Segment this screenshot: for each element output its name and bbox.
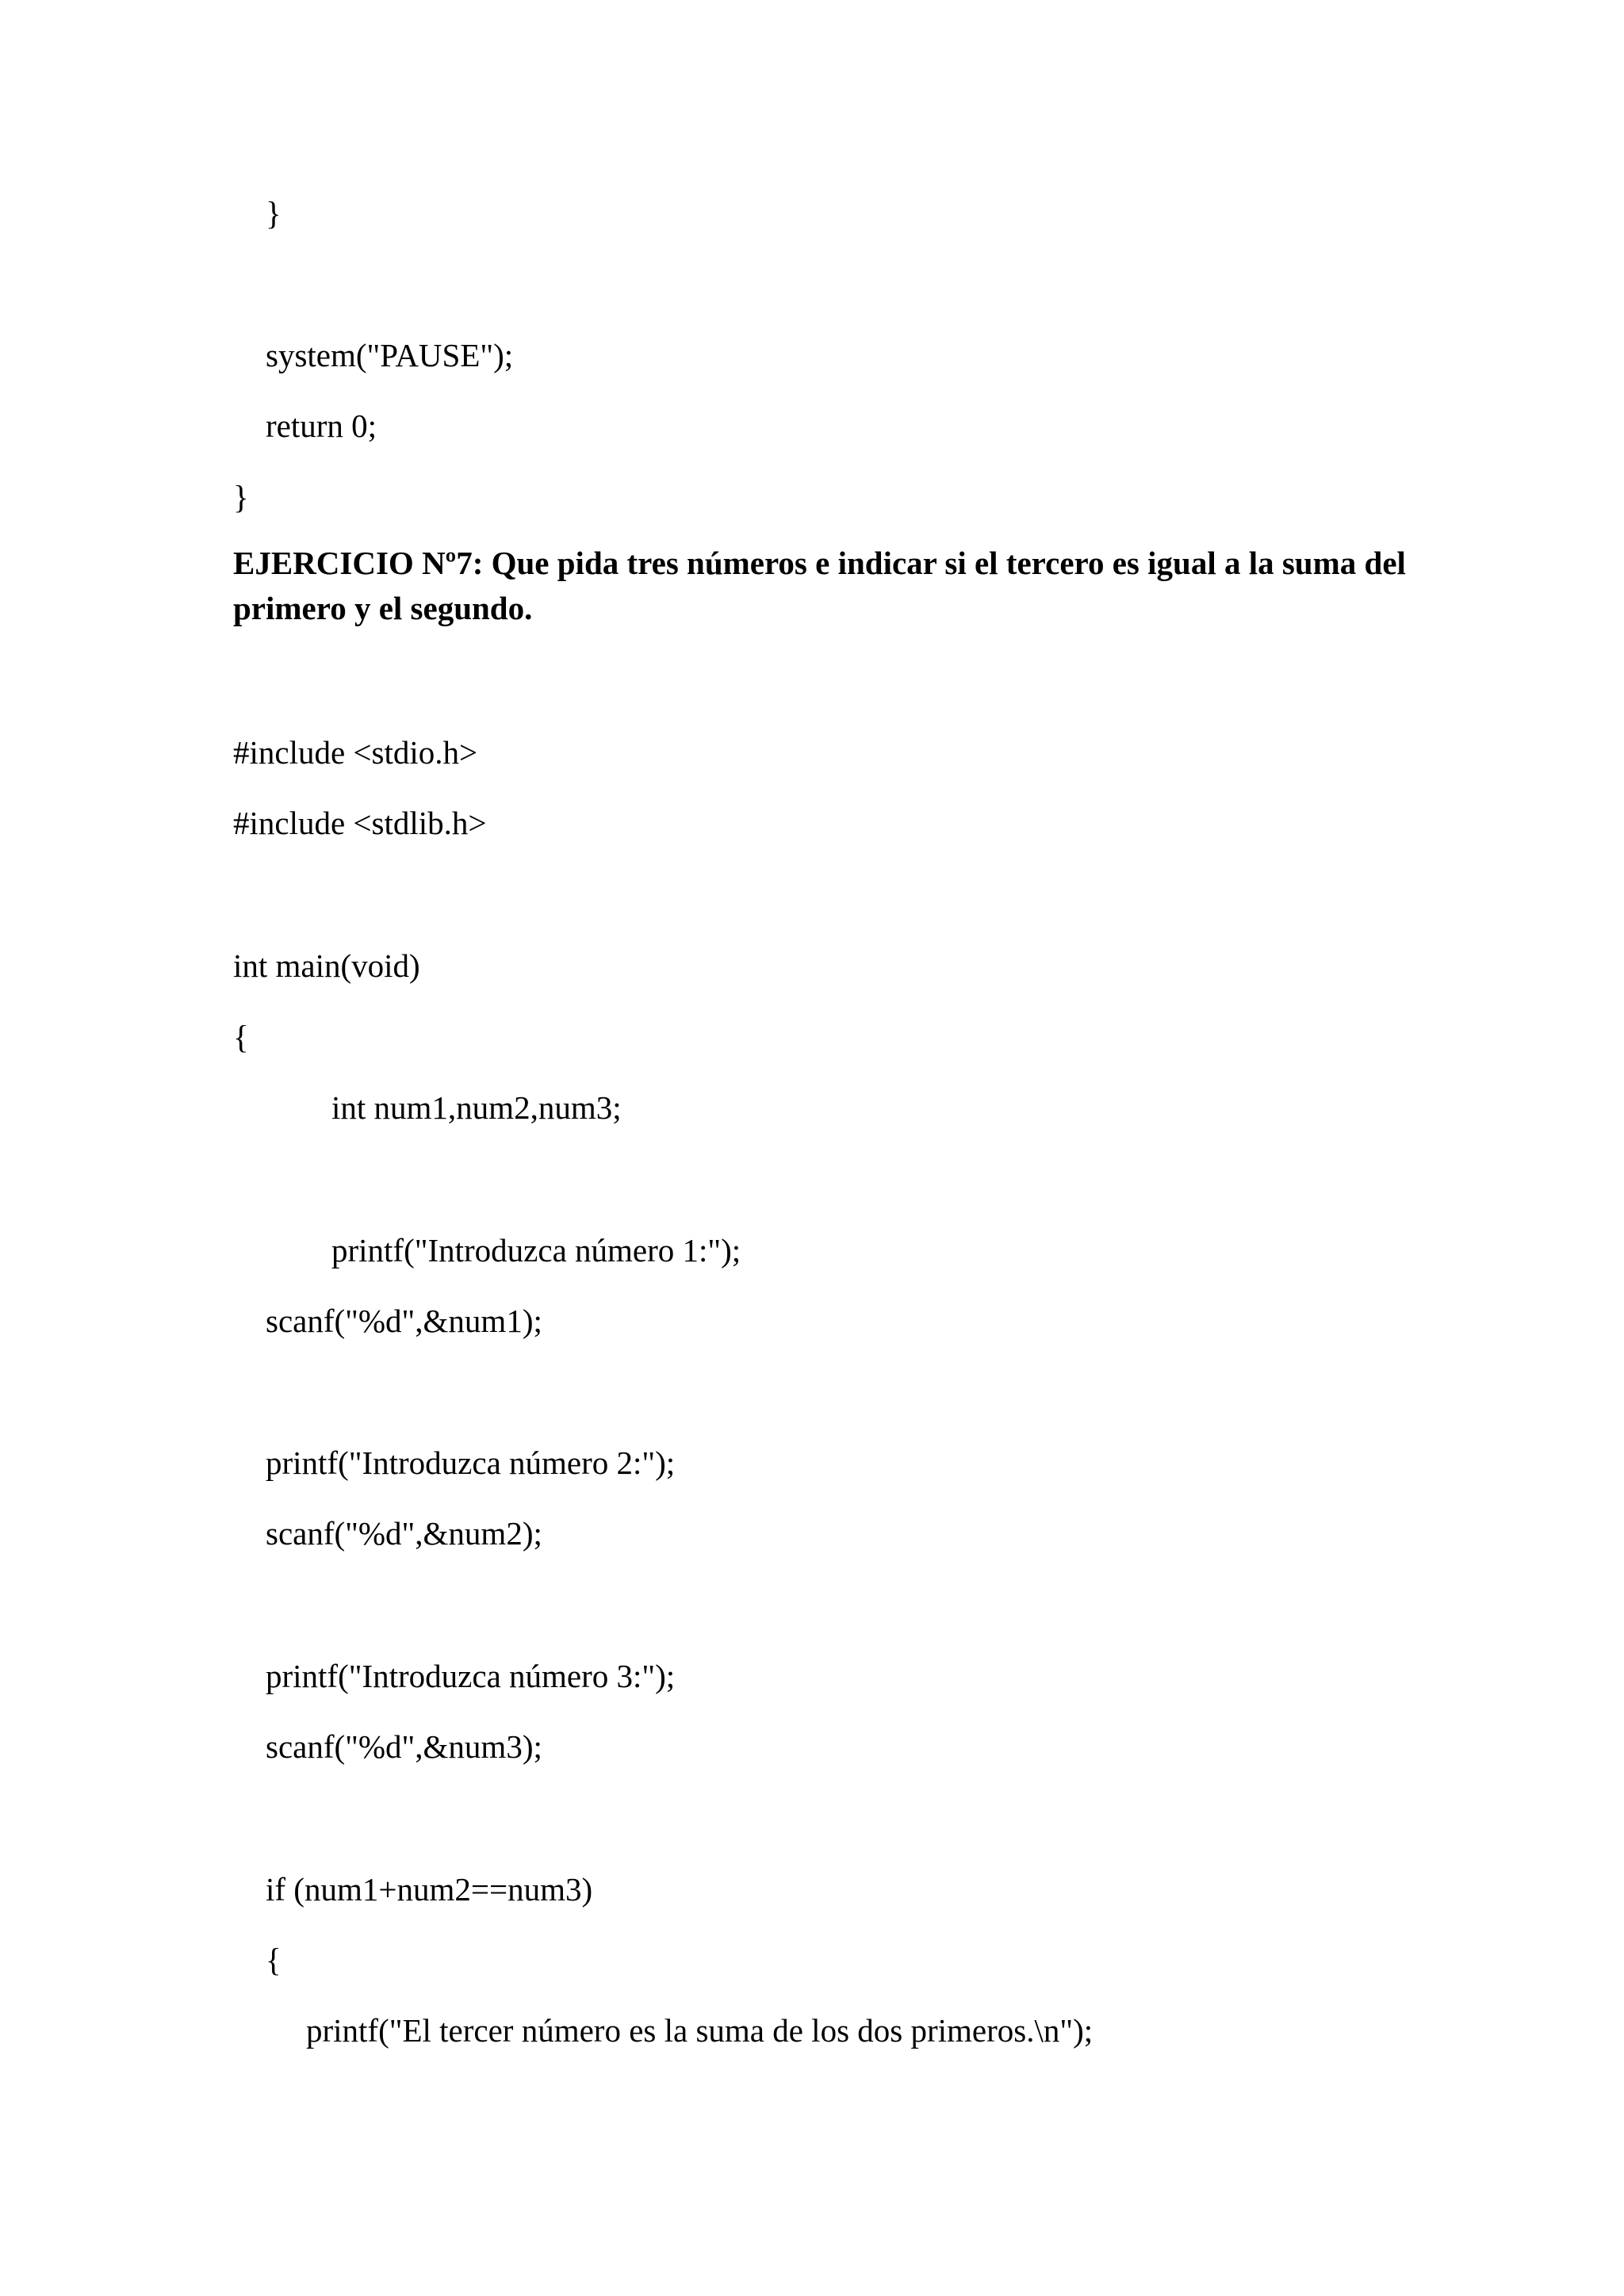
code-line-open-brace-main: {	[233, 1019, 249, 1055]
exercise-heading: EJERCICIO Nº7: Que pida tres números e indicar si el tercero es igual a la suma del primero y el segundo.	[233, 545, 1406, 626]
code-line-printf-result: printf("El tercer número es la suma de los dos primeros.\n");	[306, 2012, 1094, 2049]
code-line-return: return 0;	[266, 408, 377, 444]
code-line-printf-3: printf("Introduzca número 3:");	[266, 1658, 676, 1694]
code-line-closing-brace-main: }	[233, 479, 249, 515]
code-line-scanf-1: scanf("%d",&num1);	[266, 1303, 542, 1339]
code-line-scanf-3: scanf("%d",&num3);	[266, 1728, 542, 1765]
code-line-include-stdlib: #include <stdlib.h>	[233, 805, 487, 841]
code-line-closing-brace-inner: }	[266, 195, 282, 232]
code-line-if-condition: if (num1+num2==num3)	[266, 1871, 593, 1908]
code-line-printf-1: printf("Introduzca número 1:");	[331, 1232, 741, 1269]
code-line-open-brace-if: {	[266, 1942, 282, 1978]
code-line-printf-2: printf("Introduzca número 2:");	[266, 1445, 676, 1481]
code-line-declare-vars: int num1,num2,num3;	[331, 1089, 622, 1126]
code-line-include-stdio: #include <stdio.h>	[233, 734, 478, 771]
code-line-main-signature: int main(void)	[233, 947, 420, 984]
code-line-scanf-2: scanf("%d",&num2);	[266, 1515, 542, 1552]
code-line-system-pause: system("PAUSE");	[266, 337, 514, 373]
